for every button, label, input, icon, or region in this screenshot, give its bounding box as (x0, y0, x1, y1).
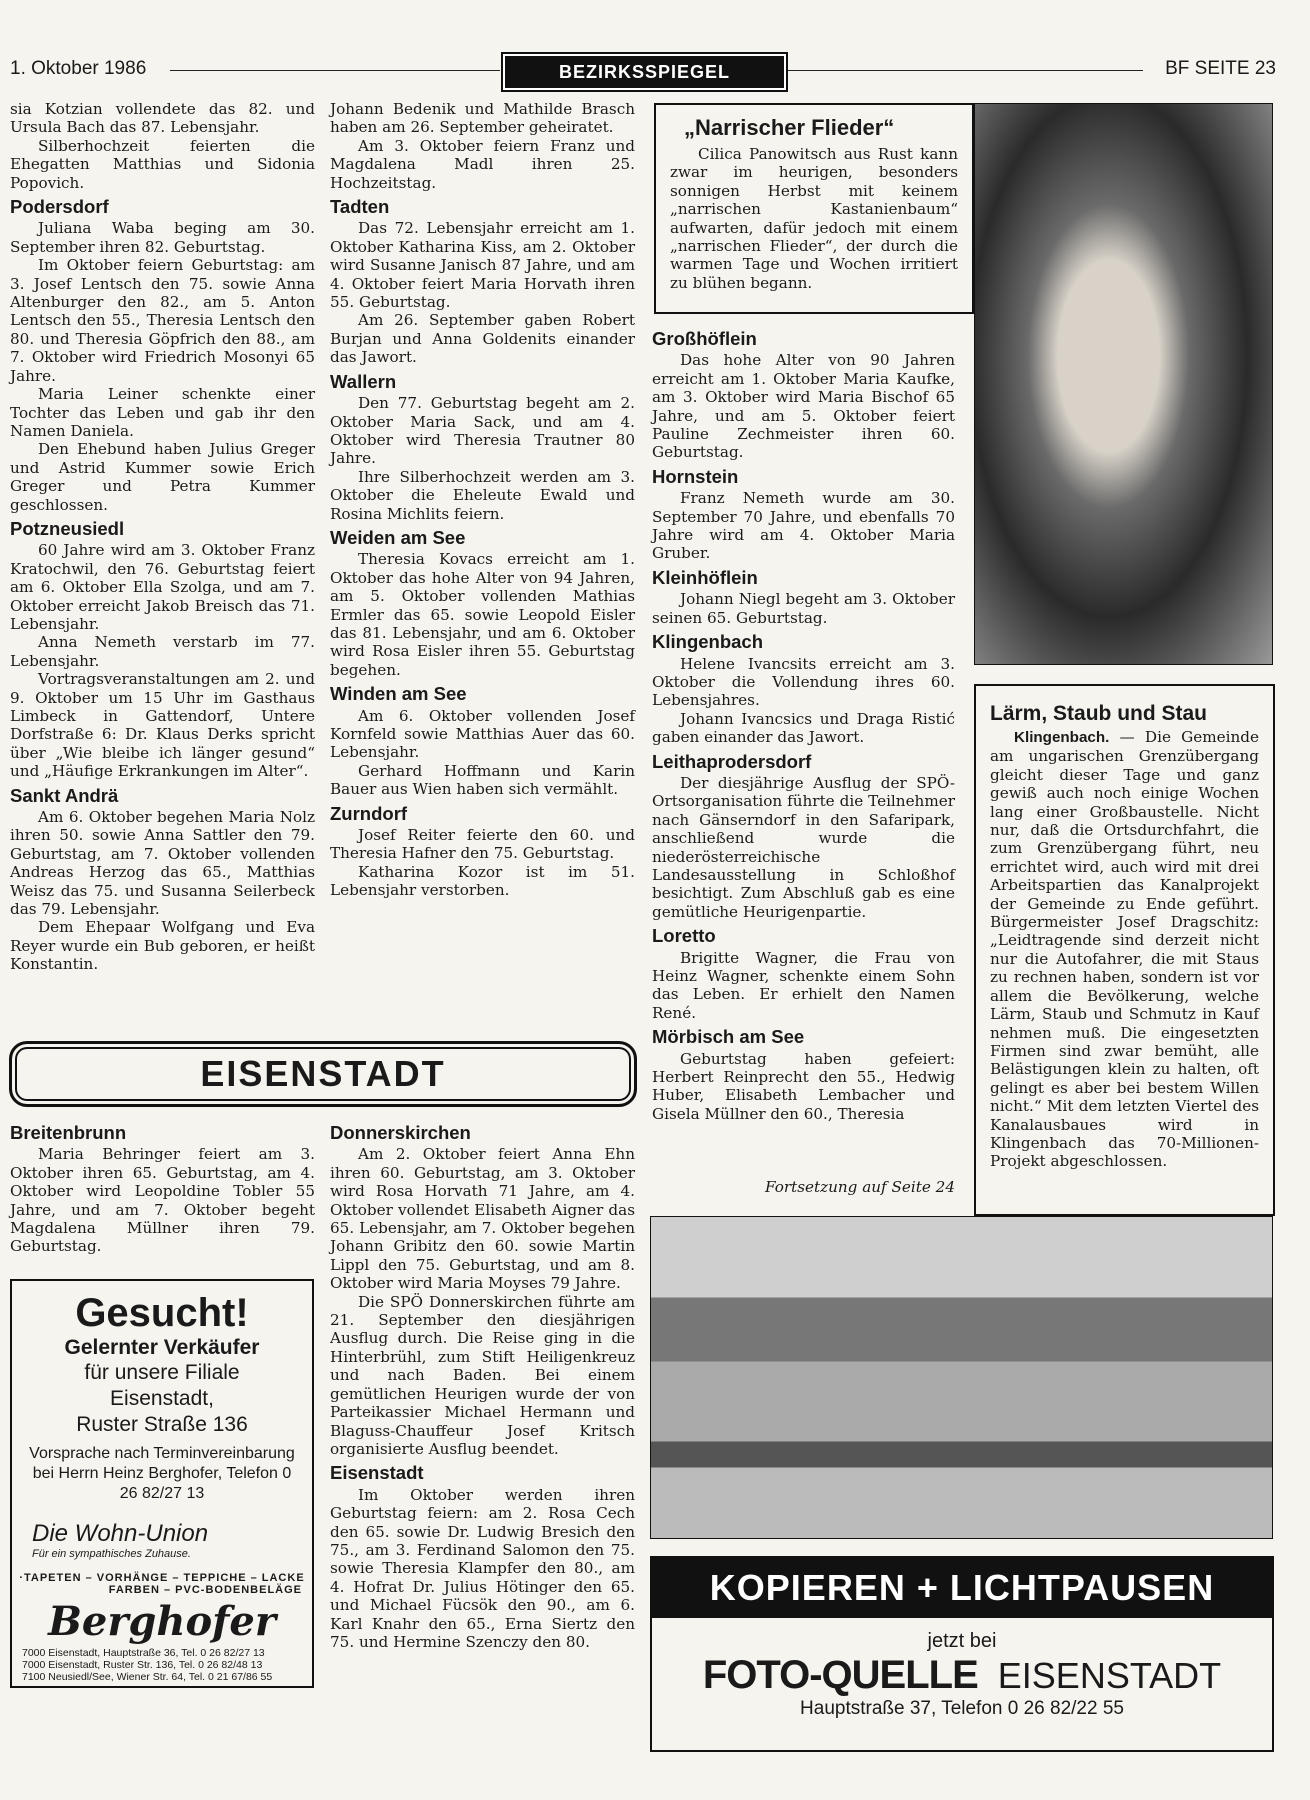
wohn-union-logo: Die Wohn-Union (32, 1520, 209, 1547)
paragraph: Helene Ivancsits erreicht am 3. Oktober die Vollendung ihres 60. Lebensjahres. (652, 654, 955, 710)
paragraph: Theresia Kovacs erreicht am 1. Oktober das hohe Alter von 94 Jahren, am 5. Oktober vollenden Mathias Ermler das 65. sowie Leopold Eisler das 81. Lebensjahr, und am 6. Oktober wird Rosa Eisler ihren 55. Geburtstag begehen. (330, 550, 635, 679)
section-heading: Tadten (330, 196, 390, 218)
paragraph: Johann Niegl begeht am 3. Oktober seinen 65. Geburtstag. (652, 590, 955, 627)
section-heading: Eisenstadt (330, 1462, 424, 1484)
column-3 (652, 324, 955, 1123)
ad-address: 7100 Neusiedl/See, Wiener Str. 64, Tel. 0 21 67/86 55 (22, 1671, 273, 1683)
paragraph: Im Oktober feiern Geburtstag: am 3. Josef Lentsch den 75. sowie Anna Altenburger den 82., am 5. Anton Lentsch den 55., Theresia Lentsch den 80. und Theresia Göpfrich den 88., am 7. Oktober wird Friedrich Mosonyi 65 Jahre. (10, 256, 315, 385)
paragraph: Der diesjährige Ausflug der SPÖ-Ortsorganisation führte die Teilnehmer nach Gänserndorf in den Safaripark, anschließend wurde die niederösterreichische Landesausstellung in Schloßhof besichtigt. Zum Abschluß gab es eine gemütliche Heurigenpartie. (652, 773, 955, 921)
laerm-box (974, 684, 1275, 1216)
paragraph: Den 77. Geburtstag begeht am 2. Oktober Maria Sack, und am 4. Oktober wird Theresia Trautner 80 Jahre. (330, 394, 635, 468)
section-heading: Zurndorf (330, 802, 408, 824)
paragraph: Am 2. Oktober feiert Anna Ehn ihren 60. Geburtstag, am 3. Oktober wird Rosa Horvath 71 Jahre, am 4. Oktober vollendet Elisabeth Aigner das 65. Lebensjahr, am 7. Oktober begehen Johann Gribitz den 60. sowie Martin Lippl den 75. Geburtstag, und am 8. Oktober wird Maria Moyses 79 Jahre. (330, 1145, 635, 1293)
ad-city: EISENSTADT (997, 1655, 1222, 1696)
issue-date: 1. Oktober 1986 (10, 58, 147, 79)
ad-address: 7000 Eisenstadt, Hauptstraße 36, Tel. 0 26 82/27 13 (22, 1647, 265, 1659)
paragraph: Den Ehebund haben Julius Greger und Astrid Kummer sowie Erich Greger und Petra Kummer geschlossen. (10, 440, 315, 514)
paragraph: Juliana Waba beging am 30. September ihren 82. Geburtstag. (10, 219, 315, 256)
paragraph: Vortragsveranstaltungen am 2. und 9. Oktober um 15 Uhr im Gasthaus Limbeck in Gattendorf, Untere Dorfstraße 6: Dr. Klaus Derks spricht über „Wie bleibe ich länger gesund“ und „Häufige Erkrankungen im Alter“. (10, 670, 315, 781)
section-heading: Loretto (652, 925, 716, 947)
section-banner: BEZIRKSSPIEGEL (505, 56, 784, 88)
berghofer-logo: Berghofer (48, 1598, 276, 1645)
header-rule (170, 70, 500, 71)
flieder-title: „Narrischer Flieder“ (684, 115, 895, 140)
ad-contact: Vorsprache nach Terminvereinbarung bei Herrn Heinz Berghofer, Telefon 0 26 82/27 13 (29, 1445, 295, 1502)
section-heading: Donnerskirchen (330, 1122, 471, 1143)
paragraph: Das hohe Alter von 90 Jahren erreicht am 1. Oktober Maria Kaufke, am 3. Oktober wird Maria Bischof 65 Jahre, und am 5. Oktober feiert Pauline Zechmeister ihren 60. Geburtstag. (652, 351, 955, 462)
foto-quelle-logo: FOTO-QUELLE (702, 1653, 978, 1697)
continued-note: Fortsetzung auf Seite 24 (765, 1178, 955, 1196)
paragraph: Anna Nemeth verstarb im 77. Lebensjahr. (10, 633, 315, 670)
section-heading: Großhöflein (652, 328, 757, 349)
page-number: BF SEITE 23 (1165, 58, 1276, 79)
paragraph: 60 Jahre wird am 3. Oktober Franz Kratochwil, den 76. Geburtstag feiert am 6. Oktober Ella Szolga, und am 7. Oktober erreicht Jakob Breisch das 71. Lebensjahr. (10, 541, 315, 633)
ad-line: jetzt bei (927, 1630, 997, 1652)
construction-photo (650, 1216, 1273, 1539)
wohn-union-slogan: Für ein sympathisches Zuhause. (32, 1548, 191, 1560)
paragraph: Die SPÖ Donnerskirchen führte am 21. September den diesjährigen Ausflug durch. Die Reise ging in die Hinterbrühl, zum Stift Heiligenkreuz und nach Baden. Bei einem gemütlichen Heurigen wurde der von Parteikassier Michael Hermann und Blaguss-Chauffeur Josef Kritsch organisierte Ausflug beendet. (330, 1292, 635, 1458)
ad-goods: FARBEN – PVC-BODENBELÄGE (108, 1584, 302, 1596)
paragraph: sia Kotzian vollendete das 82. und Ursula Bach das 87. Lebensjahr. (10, 100, 315, 137)
section-heading: Winden am See (330, 683, 467, 705)
foto-quelle-ad (650, 1556, 1274, 1752)
ad-headline: Gesucht! (75, 1291, 249, 1335)
section-heading: Potzneusiedl (10, 517, 125, 539)
ad-headline: KOPIEREN + LICHTPAUSEN (652, 1558, 1272, 1618)
flieder-text: Cilica Panowitsch aus Rust kann zwar im heurigen, besonders sonnigen Herbst mit keinem „narrischen Kastanienbaum“ aufwarten, dafür jedoch mit einem „narrischen Flieder“, der durch die warmen Tage und Wochen irritiert zu blühen begann. (670, 145, 958, 292)
section-heading: Klingenbach (652, 631, 764, 653)
paragraph: Katharina Kozor ist im 51. Lebensjahr verstorben. (330, 862, 635, 900)
section-heading: Leithaprodersdorf (652, 750, 812, 772)
paragraph: Maria Leiner schenkte einer Tochter das Leben und gab ihr den Namen Daniela. (10, 385, 315, 440)
laerm-place: Klingenbach. (1014, 729, 1110, 746)
ad-subheadline: Gelernter Verkäufer (64, 1336, 260, 1359)
column-1 (10, 100, 315, 974)
paragraph: Dem Ehepaar Wolfgang und Eva Reyer wurde ein Bub geboren, er heißt Konstantin. (10, 918, 315, 974)
paragraph: Maria Behringer feiert am 3. Oktober ihren 65. Geburtstag, am 4. Oktober wird Leopoldine Tobler 55 Jahre, und am 7. Oktober begeht Magdalena Müllner ihren 79. Geburtstag. (10, 1145, 315, 1256)
portrait-photo (974, 103, 1273, 665)
section-heading: Podersdorf (10, 196, 109, 218)
ad-address: 7000 Eisenstadt, Ruster Str. 136, Tel. 0 26 82/48 13 (22, 1659, 263, 1671)
paragraph: Silberhochzeit feierten die Ehegatten Matthias und Sidonia Popovich. (10, 136, 315, 192)
ad-addresses (12, 1647, 312, 1683)
paragraph: Gerhard Hoffmann und Karin Bauer aus Wien haben sich vermählt. (330, 761, 635, 799)
section-heading: Wallern (330, 370, 397, 392)
paragraph: Brigitte Wagner, die Frau von Heinz Wagner, schenkte einem Sohn das Leben. Er erhielt den Namen René. (652, 948, 955, 1022)
section-heading: Kleinhöflein (652, 566, 758, 588)
paragraph: Geburtstag haben gefeiert: Herbert Reinprecht den 55., Hedwig Huber, Elisabeth Lembacher und Gisela Müllner den 60., Theresia (652, 1049, 955, 1123)
laerm-text (990, 728, 1259, 1171)
laerm-title: Lärm, Staub und Stau (990, 702, 1208, 725)
column-1-eisenstadt (10, 1118, 315, 1256)
city-banner: EISENSTADT (9, 1041, 637, 1107)
paragraph: Josef Reiter feierte den 60. und Theresia Hafner den 75. Geburtstag. (330, 826, 635, 863)
ad-line: für unsere Filiale (84, 1361, 240, 1384)
column-2-eisenstadt (330, 1118, 635, 1651)
paragraph: Am 3. Oktober feiern Franz und Magdalena Madl ihren 25. Hochzeitstag. (330, 136, 635, 192)
section-heading: Mörbisch am See (652, 1026, 805, 1048)
section-heading: Sankt Andrä (10, 784, 119, 806)
paragraph: Im Oktober werden ihren Geburtstag feiern: am 2. Rosa Cech den 65. sowie Dr. Ludwig Bresich den 75., am 3. Ferdinand Salomon den 75. sowie Theresia Klampfer den 80., am 4. Hofrat Dr. Julius Hötinger den 65. und Michael Fücsök den 90., am 6. Karl Knahr den 65., Erna Siertz den 75. und Hermine Szenczy den 80. (330, 1485, 635, 1651)
paragraph: Johann Ivancsics und Draga Ristić gaben einander das Jawort. (652, 709, 955, 747)
ad-line: Eisenstadt, (110, 1387, 214, 1410)
ad-line: Ruster Straße 136 (76, 1413, 248, 1436)
section-heading: Hornstein (652, 465, 739, 487)
section-heading: Weiden am See (330, 526, 466, 548)
paragraph: Franz Nemeth wurde am 30. September 70 Jahre, und ebenfalls 70 Jahre wird am 4. Oktober Maria Gruber. (652, 489, 955, 563)
header-rule (788, 70, 1143, 71)
berghofer-ad (10, 1279, 314, 1688)
ad-goods: ·TAPETEN – VORHÄNGE – TEPPICHE – LACKE (19, 1572, 305, 1584)
paragraph: Am 26. September gaben Robert Burjan und Anna Goldenits einander das Jawort. (330, 311, 635, 367)
paragraph: Das 72. Lebensjahr erreicht am 1. Oktober Katharina Kiss, am 2. Oktober wird Susanne Janisch 87 Jahre, und am 4. Oktober feiert Maria Horvath ihren 55. Geburtstag. (330, 219, 635, 312)
laerm-body: — Die Gemeinde am ungarischen Grenzübergang gleicht dieser Tage und ganz gewiß auch noch einige Wochen lang einer Großbaustelle. Nicht nur, daß die Ortsdurchfahrt, die zum Grenzübergang führt, neu errichtet wird, auch wird mit drei Arbeitspartien das Kanalprojekt der Gemeinde zu Ende geführt. Bürgermeister Josef Dragschitz: „Leidtragende sind derzeit nicht nur die Autofahrer, die mit Staus zu rechnen haben, sondern ist vor allem die Bevölkerung, welche Lärm, Staub und Schmutz in Kauf nehmen muß. Die eingesetzten Firmen sind zwar bemüht, alle Belästigungen klein zu halten, oft gelingt es aber bei bestem Willen nicht.“ Mit dem letzten Viertel des Kanalausbaues wird in Klingenbach das 70-Millionen-Projekt abgeschlossen. (990, 728, 1259, 1171)
flieder-box (654, 103, 974, 314)
paragraph: Ihre Silberhochzeit werden am 3. Oktober die Eheleute Ewald und Rosina Michlits feiern. (330, 467, 635, 523)
paragraph: Johann Bedenik und Mathilde Brasch haben am 26. September geheiratet. (330, 100, 635, 137)
paragraph: Am 6. Oktober begehen Maria Nolz ihren 50. sowie Anna Sattler den 79. Geburtstag, am 7. Oktober vollenden Andreas Herzog das 65., Matthias Weisz das 75. und Susanna Seilerbeck das 79. Lebensjahr. (10, 808, 315, 919)
section-heading: Breitenbrunn (10, 1122, 127, 1143)
paragraph: Am 6. Oktober vollenden Josef Kornfeld sowie Matthias Auer das 60. Lebensjahr. (330, 706, 635, 762)
ad-address: Hauptstraße 37, Telefon 0 26 82/22 55 (800, 1698, 1124, 1719)
column-2 (330, 100, 635, 900)
